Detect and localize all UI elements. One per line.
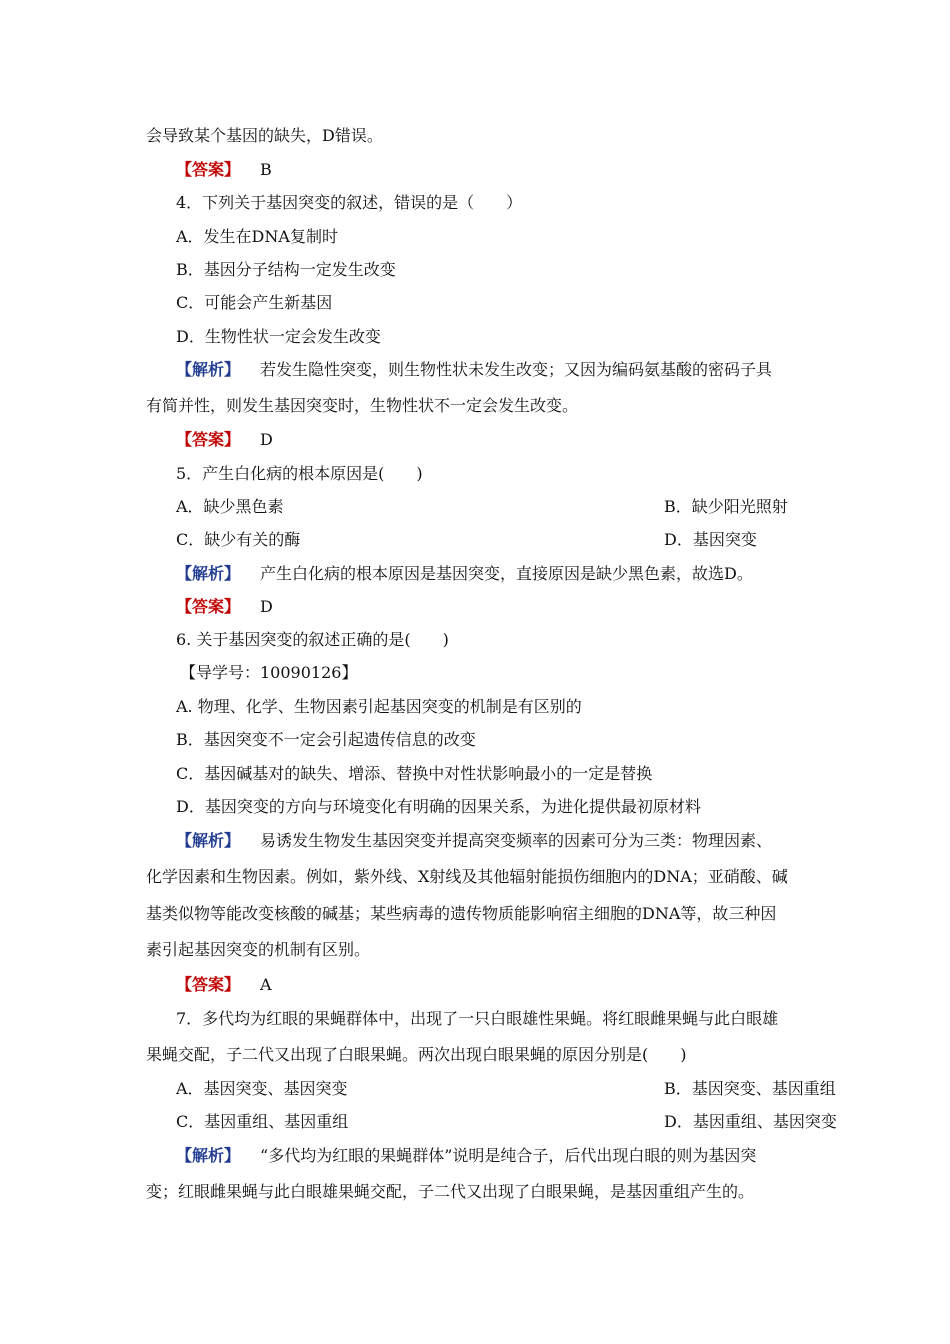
explain-label: 【解析】 [176,1146,241,1165]
explanation-q6-line1 [176,830,810,852]
option-q4-c: C．可能会产生新基因 [176,293,333,312]
question-stem-q7-line1: 7．多代均为红眼的果蝇群体中，出现了一只白眼雄性果蝇。将红眼雌果蝇与此白眼雄 [176,1009,779,1028]
answer-line-q3 [176,159,840,181]
option-row-q5-1 [176,496,840,518]
explanation-q4-line1 [176,359,810,381]
option-q5-a: A．缺少黑色素 [176,497,284,516]
explain-text: 产生白化病的根本原因是基因突变，直接原因是缺少黑色素，故选D。 [260,564,753,583]
explanation-q7-line1 [176,1145,810,1167]
option-row-q7-1 [176,1078,840,1100]
answer-value: A [260,975,272,994]
explanation-q7-line2: 变；红眼雌果蝇与此白眼雄果蝇交配，子二代又出现了白眼果蝇，是基因重组产生的。 [146,1182,755,1201]
option-q7-d: D．基因重组、基因突变 [664,1112,837,1131]
option-q7-b: B．基因突变、基因重组 [664,1079,836,1098]
answer-value: D [260,430,273,449]
explanation-q6-line2: 化学因素和生物因素。例如，紫外线、X射线及其他辐射能损伤细胞内的DNA；亚硝酸、碱 [146,867,788,886]
option-q5-c: C．缺少有关的酶 [176,530,301,549]
explain-label: 【解析】 [176,831,241,850]
explanation-q6-line3: 基类似物等能改变核酸的碱基；某些病毒的遗传物质能影响宿主细胞的DNA等，故三种因 [146,904,777,923]
answer-value: B [260,160,272,179]
explain-label: 【解析】 [176,360,241,379]
explain-text: “多代均为红眼的果蝇群体”说明是纯合子，后代出现白眼的则为基因突 [260,1146,757,1165]
answer-value: D [260,597,273,616]
option-q6-c: C．基因碱基对的缺失、增添、替换中对性状影响最小的一定是替换 [176,764,653,783]
paragraph-continuation: 会导致某个基因的缺失，D错误。 [146,126,383,145]
question-stem-q5: 5．产生白化病的根本原因是( ) [176,464,423,483]
explain-text: 若发生隐性突变，则生物性状未发生改变；又因为编码氨基酸的密码子具 [260,360,773,379]
option-q5-d: D．基因突变 [664,530,757,549]
question-stem-q7-line2: 果蝇交配，子二代又出现了白眼果蝇。两次出现白眼果蝇的原因分别是( ) [146,1045,687,1064]
explanation-q6-line4: 素引起基因突变的机制有区别。 [146,940,371,959]
answer-label: 【答案】 [176,597,241,616]
explain-label: 【解析】 [176,564,241,583]
option-row-q7-2 [176,1111,840,1133]
answer-line-q4 [176,429,840,451]
question-stem-q6: 6. 关于基因突变的叙述正确的是( ) [176,630,449,649]
guide-number: 【导学号：10090126】 [180,663,358,682]
option-q6-a: A. 物理、化学、生物因素引起基因突变的机制是有区别的 [176,697,582,716]
option-q4-a: A．发生在DNA复制时 [176,227,338,246]
option-q4-b: B．基因分子结构一定发生改变 [176,260,396,279]
option-q6-d: D．基因突变的方向与环境变化有明确的因果关系，为进化提供最初原材料 [176,797,701,816]
explain-text: 易诱发生物发生基因突变并提高突变频率的因素可分为三类：物理因素、 [260,831,773,850]
option-q5-b: B．缺少阳光照射 [664,497,788,516]
answer-label: 【答案】 [176,160,241,179]
question-stem-q4: 4．下列关于基因突变的叙述，错误的是（ ） [176,193,523,212]
option-q7-a: A．基因突变、基因突变 [176,1079,348,1098]
option-q4-d: D．生物性状一定会发生改变 [176,327,381,346]
answer-label: 【答案】 [176,430,241,449]
option-q6-b: B．基因突变不一定会引起遗传信息的改变 [176,730,476,749]
explanation-q5-line1 [176,563,840,585]
option-q7-c: C．基因重组、基因重组 [176,1112,349,1131]
option-row-q5-2 [176,529,840,551]
answer-line-q6 [176,974,840,996]
answer-label: 【答案】 [176,975,241,994]
answer-line-q5 [176,596,840,618]
explanation-q4-line2: 有简并性，则发生基因突变时，生物性状不一定会发生改变。 [146,396,579,415]
